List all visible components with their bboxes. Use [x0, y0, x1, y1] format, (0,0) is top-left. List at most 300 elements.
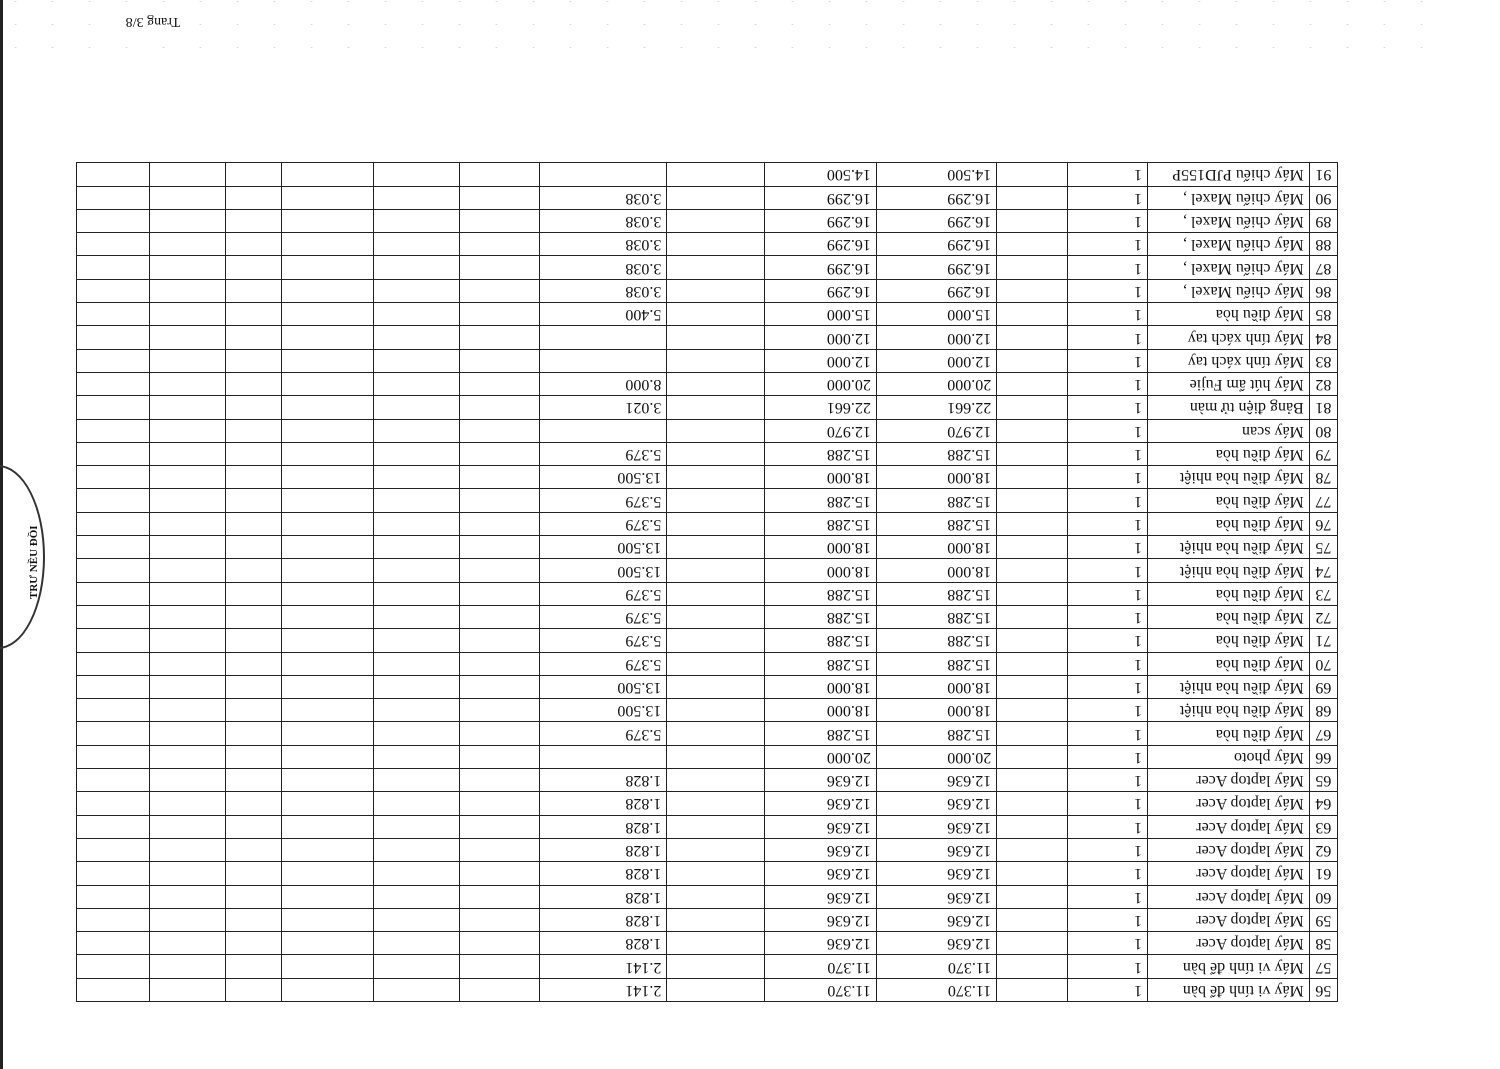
- cell-empty: [225, 233, 281, 256]
- cell-name: Máy chiếu Maxel ,: [1148, 233, 1310, 256]
- cell-v1: 15.288: [876, 582, 996, 605]
- cell-empty: [282, 699, 374, 722]
- cell-v1: 22.661: [876, 396, 996, 419]
- cell-v3: 3.038: [540, 233, 667, 256]
- cell-empty: [282, 326, 374, 349]
- cell-empty: [149, 955, 225, 978]
- scan-noise: [0, 0, 1440, 59]
- cell-v3: 1.828: [540, 769, 667, 792]
- cell-empty: [667, 815, 765, 838]
- cell-v1: 16.299: [876, 279, 996, 302]
- cell-empty: [225, 396, 281, 419]
- cell-v3: 5.379: [540, 605, 667, 628]
- cell-empty: [282, 745, 374, 768]
- cell-empty: [282, 955, 374, 978]
- cell-name: Máy laptop Acer: [1148, 815, 1310, 838]
- cell-empty: [667, 885, 765, 908]
- cell-empty: [225, 372, 281, 395]
- cell-empty: [460, 396, 540, 419]
- cell-empty: [149, 978, 225, 1001]
- cell-empty: [374, 652, 460, 675]
- cell-empty: [225, 675, 281, 698]
- cell-empty: [667, 326, 765, 349]
- cell-qty: 1: [1067, 745, 1147, 768]
- cell-empty: [225, 652, 281, 675]
- cell-empty: [77, 209, 150, 232]
- cell-empty: [997, 769, 1068, 792]
- cell-qty: 1: [1067, 396, 1147, 419]
- table-row: [77, 838, 1338, 861]
- cell-stt: 63: [1309, 815, 1337, 838]
- cell-empty: [997, 559, 1068, 582]
- cell-empty: [374, 815, 460, 838]
- cell-stt: 64: [1309, 792, 1337, 815]
- cell-qty: 1: [1067, 955, 1147, 978]
- cell-empty: [77, 559, 150, 582]
- cell-empty: [149, 838, 225, 861]
- cell-empty: [374, 978, 460, 1001]
- cell-empty: [149, 675, 225, 698]
- cell-empty: [374, 932, 460, 955]
- cell-empty: [77, 605, 150, 628]
- cell-empty: [374, 256, 460, 279]
- table-row: [77, 349, 1338, 372]
- cell-v1: 12.636: [876, 769, 996, 792]
- cell-empty: [282, 559, 374, 582]
- cell-empty: [374, 349, 460, 372]
- cell-empty: [225, 536, 281, 559]
- cell-empty: [460, 675, 540, 698]
- cell-empty: [374, 722, 460, 745]
- cell-empty: [374, 536, 460, 559]
- cell-empty: [374, 769, 460, 792]
- cell-v1: 15.288: [876, 442, 996, 465]
- cell-empty: [667, 209, 765, 232]
- cell-empty: [77, 675, 150, 698]
- table-row: [77, 489, 1338, 512]
- cell-v3: 1.828: [540, 792, 667, 815]
- cell-empty: [149, 769, 225, 792]
- cell-empty: [282, 536, 374, 559]
- cell-empty: [225, 978, 281, 1001]
- cell-empty: [997, 186, 1068, 209]
- cell-empty: [667, 163, 765, 186]
- cell-v1: 18.000: [876, 536, 996, 559]
- cell-qty: 1: [1067, 699, 1147, 722]
- cell-v2: 20.000: [765, 745, 877, 768]
- cell-empty: [77, 512, 150, 535]
- cell-empty: [997, 372, 1068, 395]
- cell-empty: [77, 349, 150, 372]
- cell-v1: 20.000: [876, 745, 996, 768]
- cell-empty: [374, 512, 460, 535]
- cell-empty: [149, 559, 225, 582]
- cell-empty: [460, 233, 540, 256]
- cell-v2: 16.299: [765, 256, 877, 279]
- cell-empty: [374, 419, 460, 442]
- cell-empty: [997, 838, 1068, 861]
- cell-v1: 14.500: [876, 163, 996, 186]
- cell-empty: [282, 233, 374, 256]
- cell-empty: [460, 559, 540, 582]
- table-row: [77, 582, 1338, 605]
- cell-name: Máy laptop Acer: [1148, 792, 1310, 815]
- cell-name: Máy hút ẩm Fujie: [1148, 372, 1310, 395]
- cell-v2: 15.288: [765, 652, 877, 675]
- cell-v3: 5.379: [540, 652, 667, 675]
- cell-v2: 18.000: [765, 466, 877, 489]
- cell-qty: 1: [1067, 885, 1147, 908]
- cell-name: Máy tính xách tay: [1148, 326, 1310, 349]
- cell-v3: 13.500: [540, 536, 667, 559]
- cell-stt: 61: [1309, 862, 1337, 885]
- cell-stt: 91: [1309, 163, 1337, 186]
- cell-empty: [997, 815, 1068, 838]
- cell-name: Máy điều hòa: [1148, 303, 1310, 326]
- cell-v1: 15.288: [876, 512, 996, 535]
- cell-name: Máy chiếu Maxel ,: [1148, 256, 1310, 279]
- cell-empty: [667, 256, 765, 279]
- cell-qty: 1: [1067, 489, 1147, 512]
- cell-v2: 18.000: [765, 536, 877, 559]
- cell-empty: [460, 815, 540, 838]
- cell-v2: 11.370: [765, 955, 877, 978]
- cell-stt: 79: [1309, 442, 1337, 465]
- cell-empty: [997, 536, 1068, 559]
- cell-qty: 1: [1067, 815, 1147, 838]
- cell-empty: [667, 978, 765, 1001]
- cell-empty: [282, 932, 374, 955]
- cell-empty: [225, 955, 281, 978]
- cell-v1: 12.636: [876, 932, 996, 955]
- cell-empty: [149, 862, 225, 885]
- cell-qty: 1: [1067, 233, 1147, 256]
- cell-empty: [997, 955, 1068, 978]
- cell-empty: [460, 349, 540, 372]
- cell-empty: [225, 349, 281, 372]
- cell-v2: 15.288: [765, 512, 877, 535]
- cell-empty: [77, 582, 150, 605]
- cell-stt: 56: [1309, 978, 1337, 1001]
- cell-empty: [374, 792, 460, 815]
- cell-empty: [282, 186, 374, 209]
- cell-empty: [77, 745, 150, 768]
- cell-empty: [667, 745, 765, 768]
- cell-v1: 15.288: [876, 652, 996, 675]
- cell-name: Máy điều hòa: [1148, 722, 1310, 745]
- cell-empty: [460, 769, 540, 792]
- cell-v2: 15.288: [765, 629, 877, 652]
- cell-empty: [460, 209, 540, 232]
- cell-empty: [282, 862, 374, 885]
- cell-v2: 16.299: [765, 233, 877, 256]
- cell-v3: 5.379: [540, 512, 667, 535]
- cell-empty: [282, 419, 374, 442]
- cell-v3: 1.828: [540, 908, 667, 931]
- cell-empty: [149, 419, 225, 442]
- cell-empty: [77, 233, 150, 256]
- cell-empty: [149, 489, 225, 512]
- cell-empty: [374, 675, 460, 698]
- cell-empty: [225, 605, 281, 628]
- cell-empty: [77, 163, 150, 186]
- cell-empty: [149, 466, 225, 489]
- cell-name: Máy laptop Acer: [1148, 932, 1310, 955]
- cell-name: Máy vi tính để bàn: [1148, 978, 1310, 1001]
- cell-v1: 15.288: [876, 629, 996, 652]
- cell-name: Máy chiếu Maxel ,: [1148, 186, 1310, 209]
- cell-qty: 1: [1067, 675, 1147, 698]
- cell-stt: 78: [1309, 466, 1337, 489]
- cell-v1: 16.299: [876, 186, 996, 209]
- cell-empty: [225, 209, 281, 232]
- cell-empty: [149, 349, 225, 372]
- table-row: [77, 442, 1338, 465]
- cell-v1: 12.636: [876, 885, 996, 908]
- cell-empty: [282, 815, 374, 838]
- cell-v2: 22.661: [765, 396, 877, 419]
- cell-qty: 1: [1067, 769, 1147, 792]
- cell-empty: [460, 885, 540, 908]
- cell-v3: 3.038: [540, 186, 667, 209]
- table-row: [77, 769, 1338, 792]
- cell-empty: [460, 978, 540, 1001]
- cell-empty: [997, 349, 1068, 372]
- cell-empty: [149, 745, 225, 768]
- cell-empty: [667, 722, 765, 745]
- cell-empty: [225, 466, 281, 489]
- stamp-seal-text: TRƯ NỀU ĐỒI: [28, 525, 40, 599]
- cell-empty: [282, 163, 374, 186]
- cell-empty: [460, 466, 540, 489]
- cell-empty: [149, 186, 225, 209]
- cell-qty: 1: [1067, 256, 1147, 279]
- cell-empty: [225, 559, 281, 582]
- table-row: [77, 605, 1338, 628]
- cell-empty: [225, 815, 281, 838]
- cell-empty: [667, 629, 765, 652]
- cell-v1: 18.000: [876, 699, 996, 722]
- cell-v2: 15.288: [765, 489, 877, 512]
- cell-v1: 12.636: [876, 862, 996, 885]
- cell-v1: 11.370: [876, 955, 996, 978]
- cell-empty: [374, 396, 460, 419]
- cell-empty: [77, 699, 150, 722]
- cell-v2: 12.636: [765, 885, 877, 908]
- cell-v3: 1.828: [540, 815, 667, 838]
- cell-empty: [77, 978, 150, 1001]
- cell-empty: [149, 908, 225, 931]
- cell-empty: [77, 279, 150, 302]
- cell-empty: [667, 838, 765, 861]
- cell-empty: [149, 279, 225, 302]
- cell-stt: 67: [1309, 722, 1337, 745]
- cell-stt: 82: [1309, 372, 1337, 395]
- table-row: [77, 885, 1338, 908]
- cell-empty: [282, 303, 374, 326]
- cell-empty: [225, 163, 281, 186]
- cell-v1: 18.000: [876, 675, 996, 698]
- cell-empty: [374, 605, 460, 628]
- cell-empty: [997, 722, 1068, 745]
- cell-empty: [225, 489, 281, 512]
- cell-empty: [282, 769, 374, 792]
- cell-empty: [667, 372, 765, 395]
- cell-empty: [77, 256, 150, 279]
- cell-qty: 1: [1067, 838, 1147, 861]
- cell-empty: [460, 792, 540, 815]
- cell-stt: 66: [1309, 745, 1337, 768]
- table-row: [77, 372, 1338, 395]
- cell-name: Máy chiếu PJD155P: [1148, 163, 1310, 186]
- cell-empty: [149, 605, 225, 628]
- cell-empty: [149, 442, 225, 465]
- cell-empty: [225, 792, 281, 815]
- cell-stt: 59: [1309, 908, 1337, 931]
- cell-empty: [460, 186, 540, 209]
- cell-empty: [460, 536, 540, 559]
- cell-stt: 86: [1309, 279, 1337, 302]
- cell-empty: [374, 629, 460, 652]
- cell-v3: 5.379: [540, 489, 667, 512]
- table-row: [77, 233, 1338, 256]
- cell-empty: [282, 838, 374, 861]
- cell-stt: 68: [1309, 699, 1337, 722]
- cell-v2: 12.636: [765, 769, 877, 792]
- cell-stt: 70: [1309, 652, 1337, 675]
- cell-empty: [667, 466, 765, 489]
- cell-v3: 13.500: [540, 675, 667, 698]
- cell-v1: 18.000: [876, 559, 996, 582]
- cell-name: Máy laptop Acer: [1148, 862, 1310, 885]
- cell-name: Máy tính xách tay: [1148, 349, 1310, 372]
- cell-empty: [77, 326, 150, 349]
- cell-v2: 14.500: [765, 163, 877, 186]
- cell-v1: 16.299: [876, 256, 996, 279]
- cell-empty: [997, 978, 1068, 1001]
- cell-empty: [997, 699, 1068, 722]
- cell-qty: 1: [1067, 466, 1147, 489]
- cell-empty: [77, 629, 150, 652]
- cell-stt: 69: [1309, 675, 1337, 698]
- cell-stt: 76: [1309, 512, 1337, 535]
- cell-empty: [149, 256, 225, 279]
- cell-empty: [225, 303, 281, 326]
- cell-empty: [149, 396, 225, 419]
- cell-v2: 16.299: [765, 279, 877, 302]
- cell-empty: [667, 419, 765, 442]
- cell-empty: [374, 163, 460, 186]
- cell-v2: 12.000: [765, 349, 877, 372]
- cell-empty: [997, 256, 1068, 279]
- cell-empty: [282, 512, 374, 535]
- cell-v2: 12.636: [765, 838, 877, 861]
- table-row: [77, 629, 1338, 652]
- cell-empty: [225, 326, 281, 349]
- cell-empty: [282, 675, 374, 698]
- cell-v3: 5.379: [540, 722, 667, 745]
- cell-empty: [997, 652, 1068, 675]
- cell-empty: [460, 605, 540, 628]
- cell-empty: [77, 372, 150, 395]
- cell-v1: 15.288: [876, 722, 996, 745]
- cell-empty: [374, 326, 460, 349]
- cell-empty: [149, 536, 225, 559]
- cell-name: Máy vi tính để bàn: [1148, 955, 1310, 978]
- cell-empty: [667, 675, 765, 698]
- cell-v3: [540, 745, 667, 768]
- table-row: [77, 745, 1338, 768]
- asset-table: [76, 162, 1338, 1002]
- cell-v3: 1.828: [540, 838, 667, 861]
- cell-v1: 15.288: [876, 605, 996, 628]
- cell-empty: [667, 396, 765, 419]
- cell-empty: [77, 769, 150, 792]
- table-row: [77, 209, 1338, 232]
- table-row: [77, 279, 1338, 302]
- cell-name: Máy điều hòa nhiệt: [1148, 466, 1310, 489]
- table-row: [77, 419, 1338, 442]
- cell-empty: [997, 862, 1068, 885]
- cell-v2: 15.288: [765, 722, 877, 745]
- cell-v1: 12.636: [876, 838, 996, 861]
- cell-stt: 62: [1309, 838, 1337, 861]
- cell-empty: [77, 885, 150, 908]
- cell-v2: 12.000: [765, 326, 877, 349]
- cell-v1: 12.636: [876, 792, 996, 815]
- cell-empty: [667, 279, 765, 302]
- cell-empty: [225, 256, 281, 279]
- cell-v3: [540, 419, 667, 442]
- cell-v3: 3.038: [540, 256, 667, 279]
- cell-empty: [225, 885, 281, 908]
- cell-empty: [77, 396, 150, 419]
- cell-empty: [282, 466, 374, 489]
- cell-stt: 58: [1309, 932, 1337, 955]
- cell-stt: 75: [1309, 536, 1337, 559]
- cell-name: Máy điều hòa: [1148, 652, 1310, 675]
- cell-empty: [460, 722, 540, 745]
- cell-stt: 72: [1309, 605, 1337, 628]
- cell-empty: [149, 932, 225, 955]
- cell-v3: 13.500: [540, 466, 667, 489]
- cell-empty: [149, 885, 225, 908]
- cell-empty: [149, 303, 225, 326]
- cell-stt: 89: [1309, 209, 1337, 232]
- cell-empty: [374, 279, 460, 302]
- cell-v2: 12.636: [765, 908, 877, 931]
- cell-empty: [460, 862, 540, 885]
- cell-empty: [282, 256, 374, 279]
- cell-name: Máy điều hòa nhiệt: [1148, 699, 1310, 722]
- cell-v2: 11.370: [765, 978, 877, 1001]
- cell-v1: 12.636: [876, 815, 996, 838]
- cell-qty: 1: [1067, 326, 1147, 349]
- cell-empty: [374, 838, 460, 861]
- cell-name: Máy điều hòa: [1148, 582, 1310, 605]
- cell-empty: [667, 442, 765, 465]
- cell-qty: 1: [1067, 605, 1147, 628]
- cell-empty: [997, 209, 1068, 232]
- cell-qty: 1: [1067, 163, 1147, 186]
- cell-qty: 1: [1067, 862, 1147, 885]
- cell-empty: [997, 745, 1068, 768]
- cell-empty: [77, 955, 150, 978]
- cell-name: Máy điều hòa nhiệt: [1148, 536, 1310, 559]
- cell-qty: 1: [1067, 978, 1147, 1001]
- cell-stt: 85: [1309, 303, 1337, 326]
- cell-qty: 1: [1067, 536, 1147, 559]
